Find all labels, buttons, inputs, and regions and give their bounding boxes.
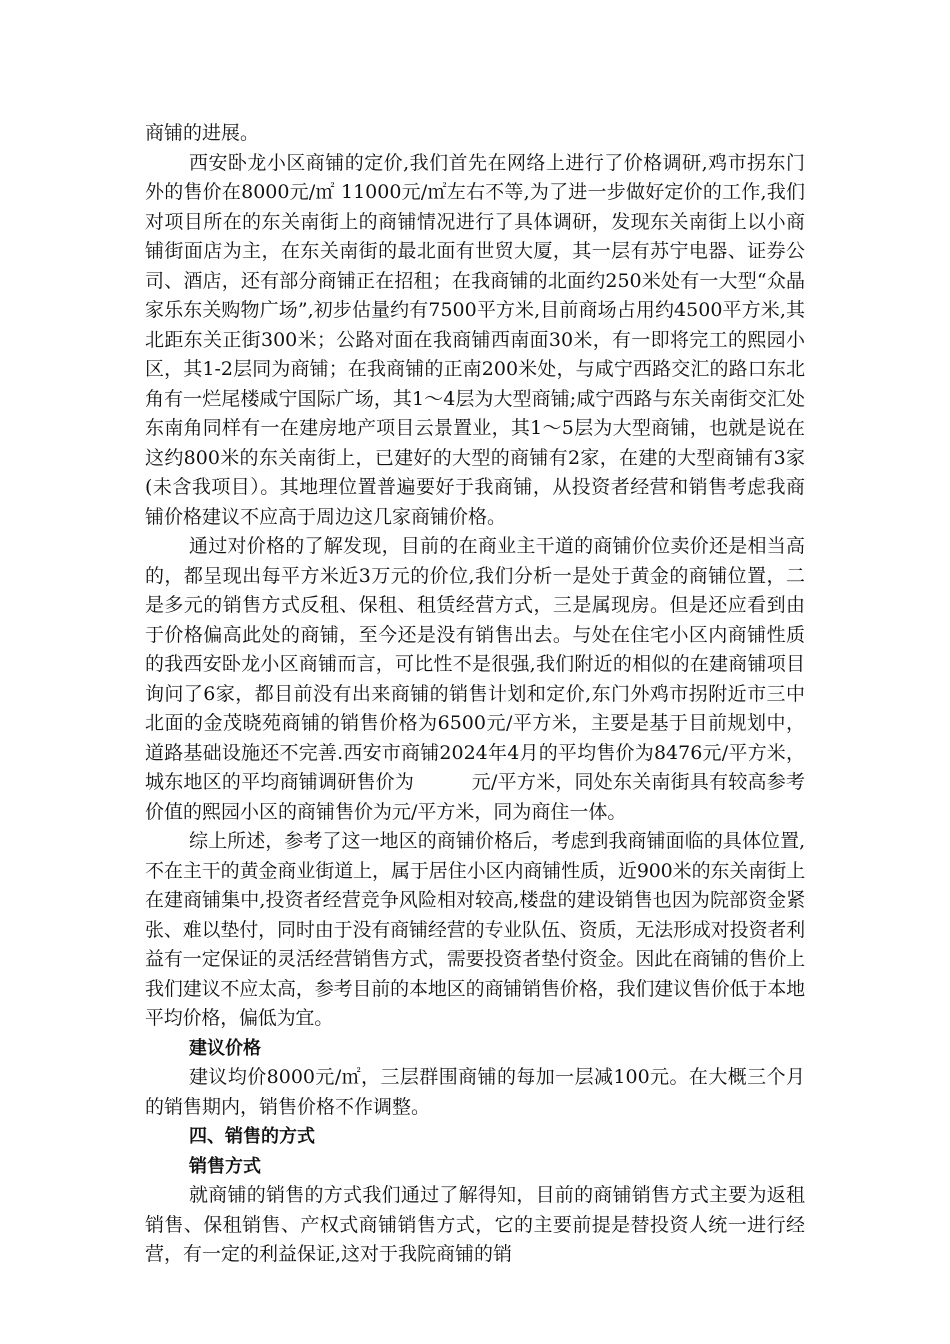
paragraph-summary: 综上所述，参考了这一地区的商铺价格后，考虑到我商铺面临的具体位置,不在主干的黄金商业街道上，属于居住小区内商铺性质，近900米的东关南街上在建商铺集中,投资者经营竞争风险相对较高,楼盘的建设销售也因为院部资金紧张、难以垫付，同时由于没有商铺经营的专业队伍、资质，无法形成对投资者利益有一定保证的灵活经营销售方式，需要投资者垫付资金。因此在商铺的售价上我们建议不应太高，参考目前的本地区的商铺销售价格，我们建议售价低于本地平均价格，偏低为宜。 [145, 830, 805, 1029]
heading-suggested-price: 建议价格 [189, 1037, 261, 1059]
paragraph-continuation: 商铺的进展。 [145, 122, 260, 144]
heading-section-four: 四、销售的方式 [189, 1126, 315, 1147]
heading-sales-method: 销售方式 [189, 1155, 261, 1177]
document-body [145, 119, 805, 1270]
paragraph-sales-method: 就商铺的销售的方式我们通过了解得知，目前的商铺销售方式主要为返租销售、保租销售、产权式商铺销售方式，它的主要前提是替投资人统一进行经营，有一定的利益保证,这对于我院商铺的销 [145, 1184, 805, 1265]
paragraph-pricing-survey: 西安卧龙小区商铺的定价,我们首先在网络上进行了价格调研,鸡市拐东门外的售价在8000元/㎡ 11000元/㎡左右不等,为了进一步做好定价的工作,我们对项目所在的东关南街上的商铺情况进行了具体调研，发现东关南街上以小商铺街面店为主，在东关南街的最北面有世贸大厦，其一层有苏宁电器、证券公司、酒店，还有部分商铺正在招租；在我商铺的北面约250米处有一大型“众晶家乐东关购物广场”,初步估量约有7500平方米,目前商场占用约4500平方米,其北距东关正街300米；公路对面在我商铺西南面30米，有一即将完工的熙园小区，其1-2层同为商铺；在我商铺的正南200米处，与咸宁西路交汇的路口东北角有一烂尾楼咸宁国际广场，其1～4层为大型商铺;咸宁西路与东关南街交汇处东南角同样有一在建房地产项目云景置业，其1～5层为大型商铺，也就是说在这约800米的东关南街上，已建好的大型的商铺有2家，在建的大型商铺有3家(未含我项目）。其地理位置普遍要好于我商铺，从投资者经营和销售考虑我商铺价格建议不应高于周边这几家商铺价格。 [145, 151, 805, 528]
paragraph-price-analysis: 通过对价格的了解发现，目前的在商业主干道的商铺价位卖价还是相当高的，都呈现出每平方米近3万元的价位,我们分析一是处于黄金的商铺位置，二是多元的销售方式反租、保租、租赁经营方式，三是属现房。但是还应看到由于价格偏高此处的商铺，至今还是没有销售出去。与处在住宅小区内商铺性质的我西安卧龙小区商铺而言，可比性不是很强,我们附近的相似的在建商铺项目询问了6家，都目前没有出来商铺的销售计划和定价,东门外鸡市拐附近市三中北面的金茂晓苑商铺的销售价格为6500元/平方米，主要是基于目前规划中，道路基础设施还不完善.西安市商铺2024年4月的平均售价为8476元/平方米，城东地区的平均商铺调研售价为 元/平方米，同处东关南街具有较高参考价值的熙园小区的商铺售价为元/平方米，同为商住一体。 [145, 535, 805, 823]
paragraph-suggested-price: 建议均价8000元/㎡，三层群围商铺的每加一层减100元。在大概三个月的销售期内，销售价格不作调整。 [145, 1066, 805, 1118]
